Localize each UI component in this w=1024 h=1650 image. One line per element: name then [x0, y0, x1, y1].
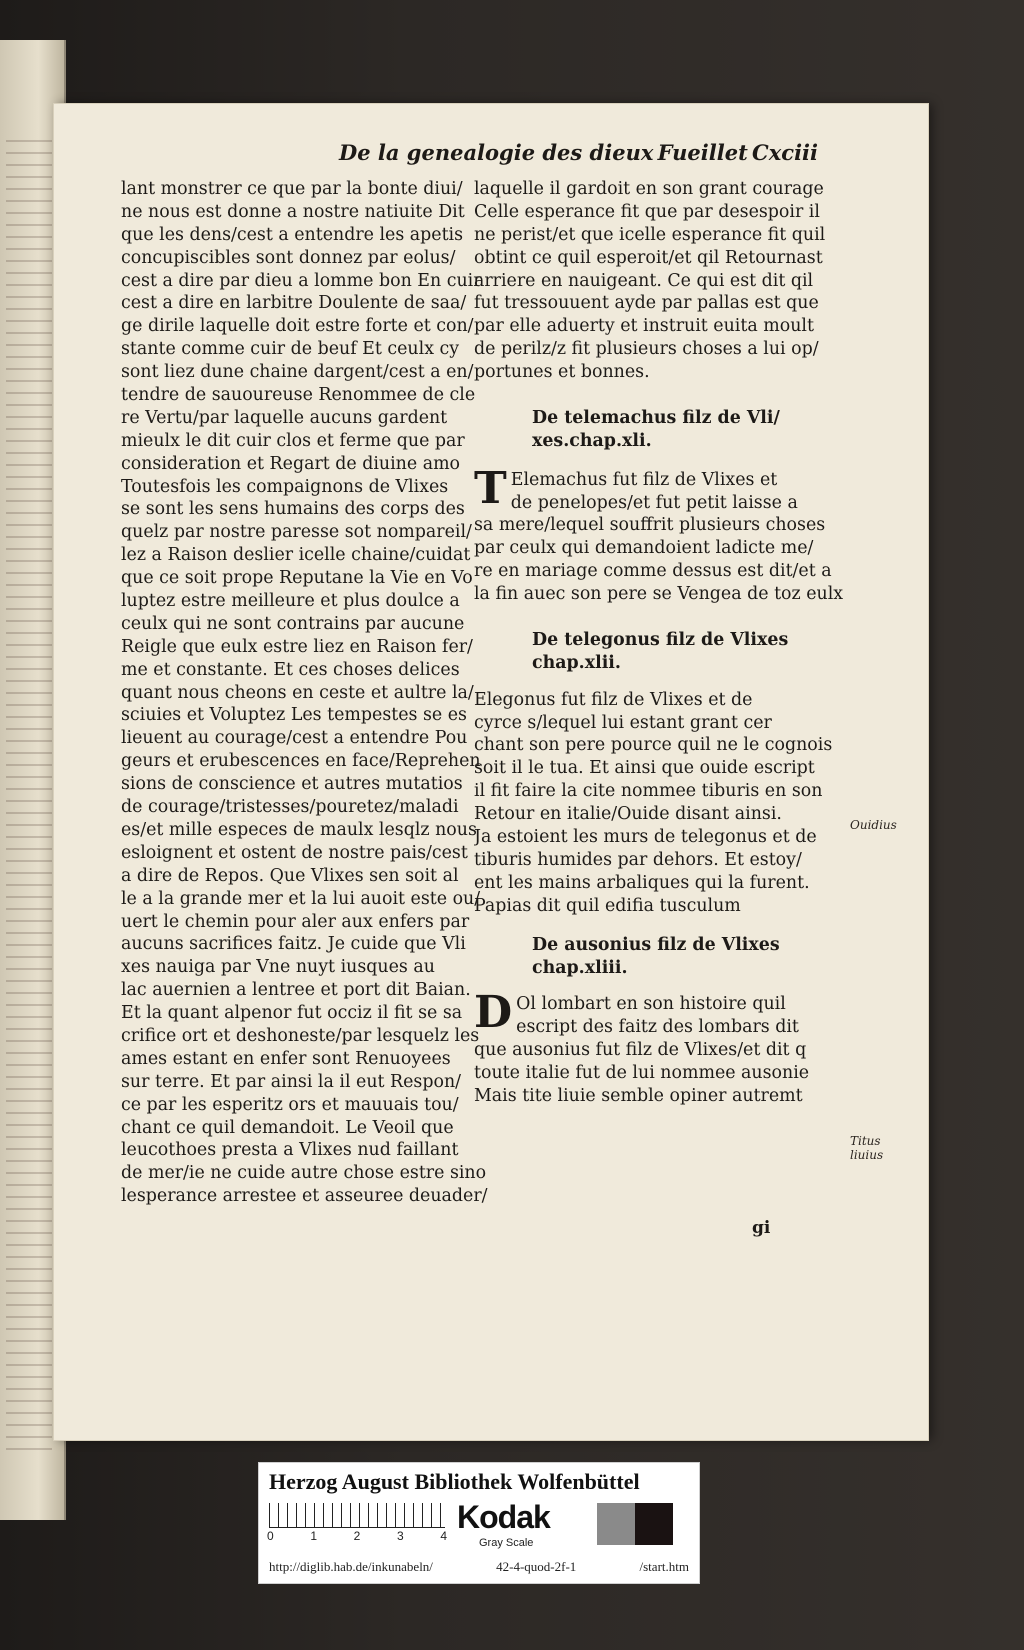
text-line: aucuns sacrifices faitz. Je cuide que Vli [121, 934, 466, 955]
text-line: mieulx le dit cuir clos et ferme que par [121, 430, 465, 451]
text-line: cyrce s/lequel lui estant grant cer [474, 712, 772, 733]
dropcap-d: D [474, 987, 513, 1039]
text-line: Elegonus fut filz de Vlixes et de [474, 689, 753, 710]
text-line: re en mariage comme dessus est dit/et a [474, 561, 832, 582]
shelfmark: 42-4-quod-2f-1 [496, 1559, 577, 1574]
text-line: leucothoes presta a Vlixes nud faillant [121, 1140, 459, 1161]
text-line: soit il le tua. Et ainsi que ouide escript [474, 758, 815, 779]
text-line: tendre de sauoureuse Renommee de cle [121, 385, 476, 406]
gray-swatch [597, 1503, 635, 1545]
ruler-number: 1 [310, 1529, 318, 1543]
text-line: de mer/ie ne cuide autre chose estre sino [121, 1163, 487, 1184]
text-line: lac auernien a lentree et port dit Baian. [121, 980, 471, 1001]
folio-number: Cxciii [752, 140, 818, 165]
text-line: chap.xlii. [532, 652, 621, 673]
text-line: de perilz/z fit plusieurs choses a lui op/ [474, 339, 819, 360]
text-line: tiburis humides par dehors. Et estoy/ [474, 849, 802, 870]
text-line: obtint ce quil esperoit/et qil Retournast [474, 247, 823, 268]
chapter-telemachus-text [474, 462, 854, 606]
margin-note-ouidius: Ouidius [850, 818, 897, 832]
text-line: re Vertu/par laquelle aucuns gardent [121, 407, 448, 428]
book-page [54, 104, 928, 1440]
text-line: Mais tite liuie semble opiner autremt [474, 1085, 803, 1106]
text-line: Celle esperance fit que par desespoir il [474, 201, 820, 222]
text-line: portunes et bonnes. [474, 362, 650, 383]
text-line: luptez estre meilleure et plus doulce a [121, 591, 460, 612]
color-target-card [258, 1462, 700, 1584]
kodak-gray-scale-label: Gray Scale [479, 1537, 534, 1549]
text-line: Retour en italie/Ouide disant ainsi. [474, 804, 782, 825]
text-line: Toutesfois les compaignons de Vlixes [121, 476, 449, 497]
running-head [339, 140, 818, 165]
ruler-number: 0 [267, 1529, 274, 1543]
text-line: Ja estoient les murs de telegonus et de [474, 827, 817, 848]
text-line: crifice ort et deshoneste/par lesquelz les [121, 1025, 480, 1046]
text-line: ce par les esperitz ors et mauuais tou/ [121, 1094, 459, 1115]
text-line: stante comme cuir de beuf Et ceulx cy [121, 339, 460, 360]
margin-note-titus-livius: Titus liuius [850, 1134, 884, 1162]
text-line: lant monstrer ce que par la bonte diui/ [121, 179, 463, 199]
text-line: par ceulx qui demandoient ladicte me/ [474, 538, 814, 559]
scale-ruler [269, 1503, 445, 1528]
text-line: de courage/tristesses/pouretez/maladi [121, 797, 459, 818]
text-line: il fit faire la cite nommee tiburis en son [474, 781, 823, 802]
text-line: sciuies et Voluptez Les tempestes se es [121, 705, 467, 726]
left-column [121, 178, 494, 1208]
text-line: concupiscibles sont donnez par eolus/ [121, 247, 456, 268]
signature-mark: gi [752, 1218, 771, 1238]
text-line: sions de conscience et autres mutatios [121, 774, 463, 795]
dropcap-t: T [474, 462, 507, 514]
text-line: consideration et Regart de diuine amo [121, 453, 461, 474]
text-line: Reigle que eulx estre liez en Raison fer/ [121, 636, 473, 657]
digital-library-url: http://diglib.hab.de/inkunabeln/ [269, 1559, 433, 1574]
text-line: uert le chemin pour aler aux enfers par [121, 911, 470, 932]
text-line: xes nauiga par Vne nuyt iusques au [121, 957, 435, 978]
text-line: Elemachus fut filz de Vlixes et [510, 469, 778, 490]
text-line: a dire de Repos. Que Vlixes sen soit al [121, 865, 459, 886]
text-line: lez a Raison deslier icelle chaine/cuidat [121, 545, 471, 566]
text-line: ent les mains arbaliques qui la furent. [474, 872, 810, 893]
library-name: Herzog August Bibliothek Wolfenbüttel [269, 1469, 640, 1494]
dark-swatch [635, 1503, 673, 1545]
chapter-ausonius-text [474, 987, 854, 1107]
chapter-telemachus [474, 462, 854, 606]
right-column-intro [474, 178, 854, 384]
text-line: Ol lombart en son histoire quil [516, 994, 786, 1015]
target-footer [269, 1559, 689, 1575]
text-line: lesperance arrestee et asseuree deuader/ [121, 1186, 488, 1207]
text-line: par elle aduerty et instruit euita moult [474, 316, 814, 337]
text-line: ceulx qui ne sont contrains par aucune [121, 613, 465, 634]
start-link: /start.htm [639, 1559, 689, 1574]
text-line: Et la quant alpenor fut occiz il fit se sa [121, 1003, 463, 1024]
chapter-heading-telegonus [474, 629, 854, 675]
text-line: cest a dire par dieu a lomme bon En cuir [121, 270, 482, 291]
text-line: la fin auec son pere se Vengea de toz eulx [474, 584, 844, 605]
text-line: escript des faitz des lombars dit [516, 1017, 799, 1038]
text-line: quelz par nostre paresse sot nompareil/ [121, 522, 472, 543]
previous-page-text-strip [6, 140, 52, 1460]
ruler-numbers [267, 1529, 447, 1543]
running-head-title: De la genealogie des dieux [339, 140, 654, 165]
right-column [474, 178, 854, 1108]
running-head-fueillet: Fueillet [657, 140, 748, 165]
text-line: laquelle il gardoit en son grant courage [474, 179, 824, 199]
text-line: quant nous cheons en ceste et aultre la/ [121, 682, 474, 703]
text-line: le a la grande mer et la lui auoit este ou/ [121, 888, 481, 909]
ruler-number: 3 [396, 1529, 404, 1543]
text-line: toute italie fut de lui nommee ausonie [474, 1063, 810, 1084]
text-line: que ausonius fut filz de Vlixes/et dit q [474, 1040, 807, 1061]
text-line: De ausonius filz de Vlixes [532, 934, 780, 955]
text-line: que les dens/cest a entendre les apetis [121, 224, 464, 245]
text-line: sur terre. Et par ainsi la il eut Respon/ [121, 1071, 462, 1092]
text-line: De telemachus filz de Vli/ [532, 407, 780, 428]
text-line: sa mere/lequel souffrit plusieurs choses [474, 515, 826, 536]
text-line: chap.xliii. [532, 957, 628, 978]
text-line: xes.chap.xli. [532, 430, 652, 451]
text-line: chant son pere pource quil ne le cognois [474, 735, 833, 756]
text-line: que ce soit prope Reputane la Vie en Vo [121, 568, 473, 589]
page-text [54, 104, 928, 1440]
text-line: de penelopes/et fut petit laisse a [510, 492, 798, 513]
chapter-heading-telemachus [474, 407, 854, 453]
text-line: esloignent et ostent de nostre pais/cest [121, 842, 468, 863]
text-line: es/et mille especes de maulx lesqlz nous [121, 819, 477, 840]
kodak-logo: Kodak [457, 1499, 550, 1535]
text-line: se sont les sens humains des corps des [121, 499, 465, 520]
text-line: De telegonus filz de Vlixes [532, 629, 789, 650]
text-line: geurs et erubescences en face/Reprehen [121, 751, 481, 772]
text-line: chant ce quil demandoit. Le Veoil que [121, 1117, 454, 1138]
text-line: ne nous est donne a nostre natiuite Dit [121, 201, 465, 222]
ruler-number: 2 [353, 1529, 361, 1543]
text-line: Papias dit quil edifia tusculum [474, 895, 741, 916]
text-line: ne perist/et que icelle esperance fit quil [474, 224, 826, 245]
chapter-telegonus-text [474, 689, 854, 918]
text-line: me et constante. Et ces choses delices [121, 659, 460, 680]
text-line: lieuent au courage/cest a entendre Pou [121, 728, 468, 749]
chapter-ausonius [474, 987, 854, 1107]
chapter-heading-ausonius [474, 934, 854, 980]
text-line: sont liez dune chaine dargent/cest a en/ [121, 362, 474, 383]
text-line: ames estant en enfer sont Renuoyees [121, 1048, 451, 1069]
text-line: cest a dire en larbitre Doulente de saa/ [121, 293, 467, 314]
ruler-number: 4 [440, 1529, 447, 1543]
text-line: fut tressouuent ayde par pallas est que [474, 293, 819, 314]
text-line: arriere en nauigeant. Ce qui est dit qil [474, 270, 814, 291]
text-line: ge dirile laquelle doit estre forte et con/ [121, 316, 474, 337]
